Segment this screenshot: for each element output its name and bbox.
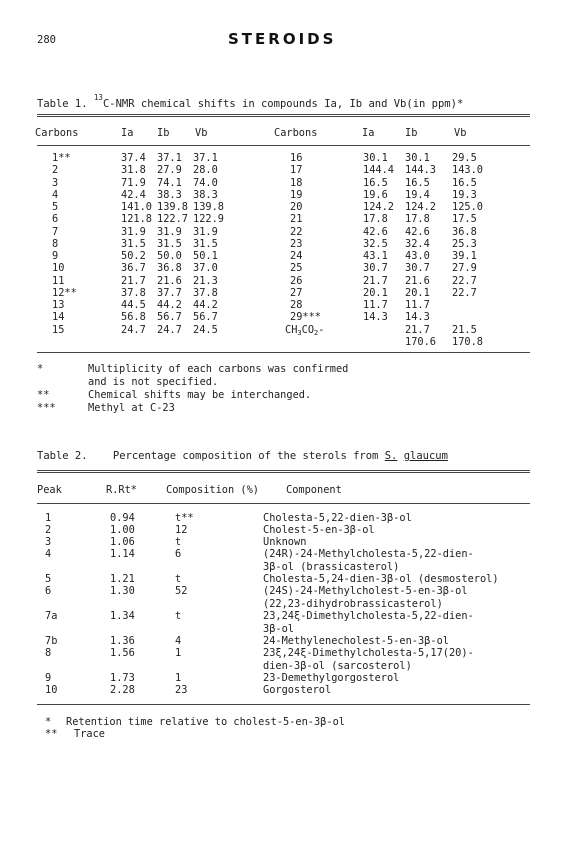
table2-caption (37, 450, 448, 462)
table2-component-cell: 3β-ol (263, 622, 294, 635)
table1-cell: 5 (52, 201, 59, 213)
table1-cell: 16 (290, 152, 303, 164)
table1-cell: 144.4 (363, 164, 394, 177)
table1-caption-prefix: Table 1. (37, 98, 88, 110)
acetate-label-part: CH (285, 323, 298, 336)
table1-cell: 3 (52, 176, 59, 189)
table1-cell: 11 (52, 274, 65, 287)
table2-peak-cell: 7b (45, 635, 58, 647)
table2-peak-cell: 6 (45, 585, 52, 597)
table1-cell: 27 (290, 286, 303, 299)
table2-component-cell: (24R)-24-Methylcholesta-5,22-dien- (263, 548, 474, 560)
table1-top-rule (37, 114, 530, 117)
table1-cell: 36.8 (452, 225, 477, 238)
table1-cell: 23 (290, 237, 303, 250)
table1-cell: 15 (52, 323, 65, 336)
table1-cell: 20.1 (405, 286, 430, 299)
table1-cell: 27.9 (452, 262, 477, 275)
acetate-label-part: 3 (297, 328, 302, 337)
table2-rrt-cell: 2.28 (110, 684, 135, 696)
table1-header-carbons-right: Carbons (274, 127, 318, 139)
table1-cell: 21.3 (193, 274, 218, 287)
table2-peak-cell: 10 (45, 684, 58, 696)
table1-cell: 31.5 (121, 237, 146, 250)
acetate-label-part: CO (301, 323, 315, 336)
table2-component-cell: (22,23-dihydrobrassicasterol) (263, 597, 443, 610)
table1-cell: 32.4 (405, 237, 430, 250)
table1-cell: 143.0 (452, 164, 483, 177)
table1-row (0, 287, 576, 299)
table1-cell: 7 (52, 225, 59, 238)
table2-header-component: Component (286, 484, 342, 496)
table1-cell: 28.0 (193, 164, 218, 177)
table1-header-row (0, 127, 576, 139)
table1-row (0, 201, 576, 213)
table2-rrt-cell: 1.00 (110, 524, 135, 536)
table2-header-rrt: R.Rt* (106, 484, 137, 496)
table1-footnote-text: Methyl at C-23 (88, 402, 175, 414)
table1-cell: 19.6 (363, 188, 388, 201)
table1-cell: 121.8 (121, 213, 152, 226)
table2-caption-text: Percentage composition of the sterols from (112, 450, 379, 462)
table1-cell: 16.5 (363, 176, 388, 189)
table1-cell: 21.7 (405, 323, 430, 336)
table1-cell: 2 (52, 164, 59, 177)
table1-cell: 27.9 (157, 164, 182, 177)
table1-cell: 17.5 (452, 213, 477, 226)
table1-cell: 43.1 (363, 250, 388, 262)
table1-row (0, 262, 576, 274)
table2-rrt-cell: 1.36 (110, 635, 135, 647)
table1-cell: 50.2 (121, 250, 146, 262)
table2-rrt-cell: 1.34 (110, 610, 135, 622)
table2-composition-cell: 12 (175, 524, 188, 536)
table1-cell: 14 (52, 311, 65, 324)
table1-cell: 20 (290, 201, 303, 213)
table2-component-cell: 3β-ol (brassicasterol) (263, 560, 400, 573)
table1-cell: 22.7 (452, 274, 477, 287)
table1-cell: 21.7 (363, 274, 388, 287)
table2-caption-species: glaucum (403, 450, 448, 462)
table1-cell: 30.1 (405, 152, 430, 164)
table1-cell: 42.6 (363, 225, 388, 238)
table2-composition-cell: 1 (175, 672, 182, 684)
table1-cell: 22 (290, 225, 303, 238)
table2-bottom-rule (37, 704, 530, 705)
table2-component-cell: Unknown (263, 536, 307, 548)
table2-component-cell: (24S)-24-Methylcholest-5-en-3β-ol (263, 585, 468, 597)
table1-cell: 28 (290, 299, 303, 311)
table2-peak-cell: 7a (45, 610, 58, 622)
table2-peak-cell: 1 (45, 512, 52, 524)
table1-cell: 124.2 (405, 201, 436, 213)
table1-cell: 6 (52, 213, 59, 226)
table1-footnote-mark: *** (37, 402, 56, 414)
table1-header-vb-left: Vb (195, 127, 208, 139)
table1-header-ia-left: Ia (121, 127, 134, 139)
table1-header-vb-right: Vb (454, 127, 467, 139)
table1-cell: 9 (52, 250, 59, 262)
table1-cell: 20.1 (363, 286, 388, 299)
table2-component-cell: Cholesta-5,22-dien-3β-ol (263, 512, 412, 524)
table2-peak-cell: 2 (45, 524, 52, 536)
table1-cell: 43.0 (405, 250, 430, 262)
table1-cell: 24.5 (193, 323, 218, 336)
table1-cell: 139.8 (157, 201, 188, 213)
table1-cell: 17.8 (363, 213, 388, 226)
table2-composition-cell: t (175, 536, 182, 548)
table1-cell: 19.4 (405, 188, 430, 201)
table1-cell: 21.6 (157, 274, 182, 287)
table1-cell: 26 (290, 274, 303, 287)
table1-cell: 56.7 (193, 311, 218, 324)
table1-cell: 30.1 (363, 152, 388, 164)
table1-cell: 4 (52, 188, 59, 201)
table2-footnote-text: Retention time relative to cholest-5-en-3β-ol (66, 716, 345, 728)
table1-cell: 14.3 (363, 311, 388, 324)
table1-cell: 25 (290, 262, 303, 275)
table1-cell: 31.9 (121, 225, 146, 238)
table1-row (0, 152, 576, 164)
table1-cell: 17.8 (405, 213, 430, 226)
table2-component-cell: 23-Demethylgorgosterol (263, 672, 400, 684)
page-number: 280 (37, 34, 56, 46)
table1-caption (37, 93, 463, 110)
table1-cell: 42.6 (405, 225, 430, 238)
table2-peak-cell: 9 (45, 672, 52, 684)
table1-cell: 31.8 (121, 164, 146, 177)
table1-cell: 25.3 (452, 237, 477, 250)
table1-bottom-rule (37, 352, 530, 353)
table1-row (0, 226, 576, 238)
table1-cell: 37.8 (193, 286, 218, 299)
table2-composition-cell: t** (175, 512, 194, 524)
table1-cell: 21.5 (452, 323, 477, 336)
table2-peak-cell: 3 (45, 536, 52, 548)
table2-header-peak: Peak (37, 484, 62, 496)
table1-cell: 8 (52, 237, 59, 250)
table1-cell: 31.5 (157, 237, 182, 250)
table2-component-cell: Cholest-5-en-3β-ol (263, 524, 375, 536)
table1-cell: 42.4 (121, 188, 146, 201)
table1-cell: 125.0 (452, 201, 483, 213)
table1-cell: 12** (52, 286, 77, 299)
table1-cell: 37.8 (121, 286, 146, 299)
table1-cell: 18 (290, 176, 303, 189)
table2-component-cell: dien-3β-ol (sarcosterol) (263, 659, 412, 672)
table2-component-cell: 23,24ξ-Dimethylcholesta-5,22-dien- (263, 610, 474, 622)
table1-cell: 13 (52, 299, 65, 311)
table2-header-rule (37, 503, 530, 504)
table2-composition-cell: 1 (175, 647, 182, 659)
table2-rrt-cell: 1.06 (110, 536, 135, 548)
table1-cell: 1** (52, 152, 71, 164)
table1-row (0, 164, 576, 176)
acetate-label-part: 2 (314, 328, 319, 337)
table2-composition-cell: t (175, 610, 182, 622)
table1-row (0, 177, 576, 189)
table1-caption-superscript: 13 (93, 93, 103, 102)
table1-header-ia-right: Ia (362, 127, 375, 139)
table1-cell: 44.2 (193, 299, 218, 311)
table1-cell: 19.3 (452, 188, 477, 201)
table1-cell: 122.9 (193, 213, 224, 226)
table1-header-rule (37, 145, 530, 146)
table2-component-cell: Cholesta-5,24-dien-3β-ol (desmosterol) (263, 573, 499, 585)
table1-cell: 139.8 (193, 201, 224, 213)
table1-row (0, 336, 576, 348)
table2-composition-cell: 52 (175, 585, 188, 597)
table1-cell: 17 (290, 164, 303, 177)
table1-row (0, 299, 576, 311)
table1-cell: 144.3 (405, 164, 436, 177)
table1-cell: 56.8 (121, 311, 146, 324)
table1-cell: 39.1 (452, 250, 477, 262)
table1-cell: 24.7 (121, 323, 146, 336)
table1-cell: 24.7 (157, 323, 182, 336)
table1-cell: 37.7 (157, 286, 182, 299)
table2-rrt-cell: 1.21 (110, 573, 135, 585)
table2-component-cell: 23ξ,24ξ-Dimethylcholesta-5,17(20)- (263, 647, 474, 659)
table1-header-ib-left: Ib (157, 127, 170, 139)
table1-cell: 16.5 (452, 176, 477, 189)
table1-cell: 10 (52, 262, 65, 275)
table2-rrt-cell: 1.14 (110, 548, 135, 560)
table2-rrt-cell: 0.94 (110, 512, 135, 524)
table2-component-cell: 24-Methylenecholest-5-en-3β-ol (263, 635, 449, 647)
table1-cell: 31.9 (193, 225, 218, 238)
table1-cell: 141.0 (121, 201, 152, 213)
table2-composition-cell: t (175, 573, 182, 585)
table1-cell: 50.1 (193, 250, 218, 262)
table2-peak-cell: 5 (45, 573, 52, 585)
table1-cell: 37.4 (121, 152, 146, 164)
table1-cell: 37.1 (193, 152, 218, 164)
table1-row (0, 213, 576, 225)
table1-row (0, 275, 576, 287)
table2-footnote-text: Trace (74, 728, 105, 740)
table1-cell: 124.2 (363, 201, 394, 213)
table2-caption-genus: S. (384, 450, 398, 462)
table1-cell: 11.7 (363, 299, 388, 311)
table1-cell: 16.5 (405, 176, 430, 189)
table2-component-cell: Gorgosterol (263, 684, 332, 696)
table1-cell: 21 (290, 213, 303, 226)
table2-peak-cell: 8 (45, 647, 52, 659)
table1-footnote-mark: * (37, 363, 44, 375)
table1-footnote-text: Multiplicity of each carbons was confirmed (88, 363, 349, 375)
table1-cell: 31.9 (157, 225, 182, 238)
table1-header-ib-right: Ib (405, 127, 418, 139)
table1-cell: 38.3 (157, 188, 182, 201)
table1-cell: 170.8 (452, 335, 483, 348)
table1-caption-text: C-NMR chemical shifts in compounds Ia, Ib and Vb(in ppm)* (102, 98, 464, 110)
table1-cell: 37.0 (193, 262, 218, 275)
table1-cell: 36.7 (121, 262, 146, 275)
table1-cell: 170.6 (405, 335, 436, 348)
table1-row (0, 250, 576, 262)
table1-cell: 21.7 (121, 274, 146, 287)
table1-cell: 32.5 (363, 237, 388, 250)
table1-row (0, 311, 576, 323)
table1-cell: 44.2 (157, 299, 182, 311)
table2-rrt-cell: 1.56 (110, 647, 135, 659)
table1-cell: 122.7 (157, 213, 188, 226)
table1-header-carbons-left: Carbons (35, 127, 79, 139)
table1-cell: 74.0 (193, 176, 218, 189)
table1-cell: 11.7 (405, 299, 430, 311)
table1-cell: 22.7 (452, 286, 477, 299)
table2-peak-cell: 4 (45, 548, 52, 560)
table2-caption-prefix: Table 2. (37, 450, 88, 462)
table1-cell: 30.7 (405, 262, 430, 275)
table1-cell: 30.7 (363, 262, 388, 275)
table2-composition-cell: 6 (175, 548, 182, 560)
table1-cell: 24 (290, 250, 303, 262)
table1-cell: 36.8 (157, 262, 182, 275)
table1-footnote-mark: ** (37, 389, 50, 401)
table2-footnote-mark: * (45, 716, 52, 728)
acetate-label-part: - (318, 323, 325, 336)
table2-composition-cell: 23 (175, 684, 188, 696)
table1-cell: 50.0 (157, 250, 182, 262)
table2-footnote-mark: ** (45, 728, 58, 740)
table1-row (0, 189, 576, 201)
table2-rrt-cell: 1.73 (110, 672, 135, 684)
table1-cell: 74.1 (157, 176, 182, 189)
table1-cell: 31.5 (193, 237, 218, 250)
table1-footnote-text: Chemical shifts may be interchanged. (88, 389, 312, 401)
table1-cell: 29.5 (452, 152, 477, 164)
table1-row (0, 238, 576, 250)
table2-top-rule (37, 470, 530, 473)
table1-cell: 14.3 (405, 311, 430, 324)
table1-cell: 29*** (290, 311, 321, 324)
table2-rrt-cell: 1.30 (110, 585, 135, 597)
table1-cell: 56.7 (157, 311, 182, 324)
table1-cell: 21.6 (405, 274, 430, 287)
table1-cell: 37.1 (157, 152, 182, 164)
table2-header-composition: Composition (%) (166, 484, 259, 496)
table1-cell: 38.3 (193, 188, 218, 201)
table1-cell: 44.5 (121, 299, 146, 311)
table1-cell: 71.9 (121, 176, 146, 189)
table1-acetate-label (0, 324, 576, 336)
table2-composition-cell: 4 (175, 635, 182, 647)
table1-footnote-text: and is not specified. (88, 376, 219, 388)
table1-cell: 19 (290, 188, 303, 201)
journal-title: STEROIDS (228, 30, 337, 48)
